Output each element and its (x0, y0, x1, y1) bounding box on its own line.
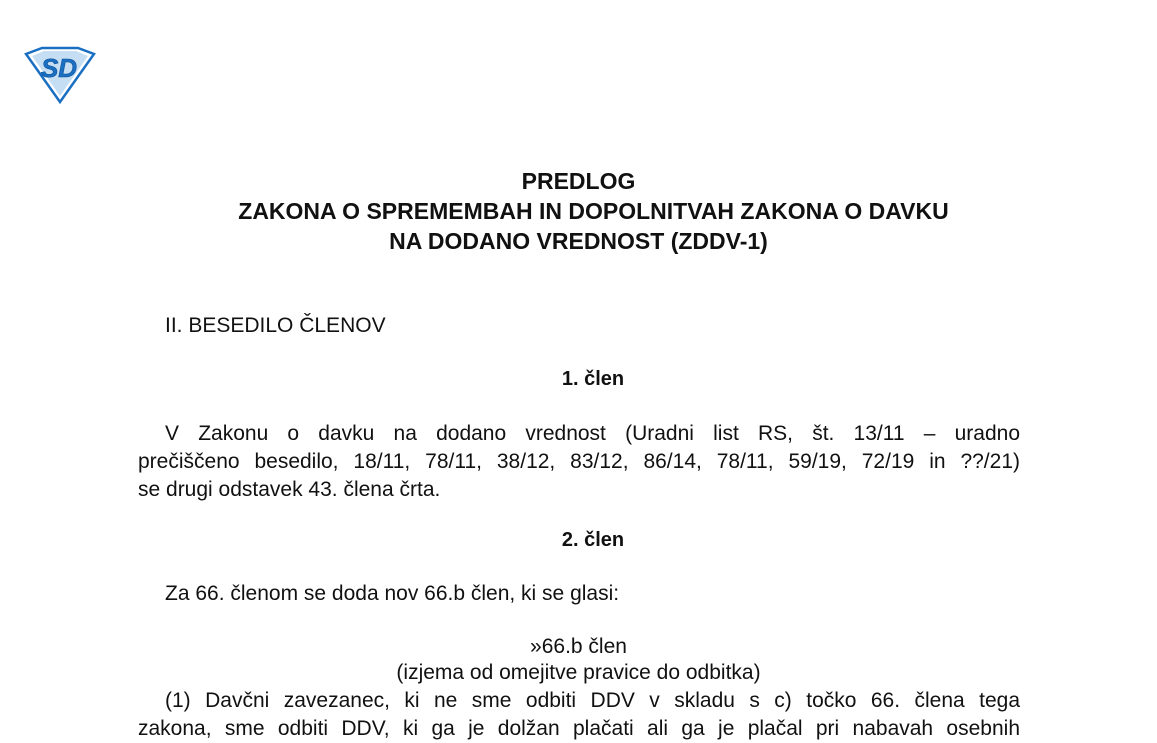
article-1-paragraph (138, 420, 1020, 504)
article-1-line-2: prečiščeno besedilo, 18/11, 78/11, 38/12, 83/12, 86/14, 78/11, 59/19, 72/19 in ??/21) (138, 450, 1020, 473)
article-2-intro-text: Za 66. členom se doda nov 66.b člen, ki se glasi: (165, 582, 620, 605)
article-2-intro (138, 580, 1020, 608)
sd-logo (22, 46, 96, 104)
section-heading: II. BESEDILO ČLENOV (165, 314, 386, 337)
article-2-heading: 2. člen (561, 529, 625, 551)
article-2-paragraph (138, 687, 1020, 743)
article-2-line-2: zakona, sme odbiti DDV, ki ga je dolžan plačati ali ga je plačal pri nabavah osebnih (138, 717, 1020, 740)
logo-text: SD (40, 53, 78, 83)
article-1-heading: 1. člen (561, 368, 625, 390)
title-line-1: PREDLOG (521, 168, 636, 194)
article-66b-heading: »66.b člen (530, 635, 627, 658)
title-line-2: ZAKONA O SPREMEMBAH IN DOPOLNITVAH ZAKONA O DAVKU (238, 198, 949, 224)
article-1-line-3: se drugi odstavek 43. člena črta. (138, 478, 441, 501)
article-1-line-1: V Zakonu o davku na dodano vrednost (Uradni list RS, št. 13/11 – uradno (165, 422, 1020, 445)
document-title (0, 166, 1157, 256)
article-2-line-1: (1) Davčni zavezanec, ki ne sme odbiti DDV v skladu s c) točko 66. člena tega (165, 689, 1020, 712)
title-line-3: NA DODANO VREDNOST (ZDDV-1) (389, 228, 768, 254)
article-66b-subtitle: (izjema od omejitve pravice do odbitka) (396, 661, 761, 684)
